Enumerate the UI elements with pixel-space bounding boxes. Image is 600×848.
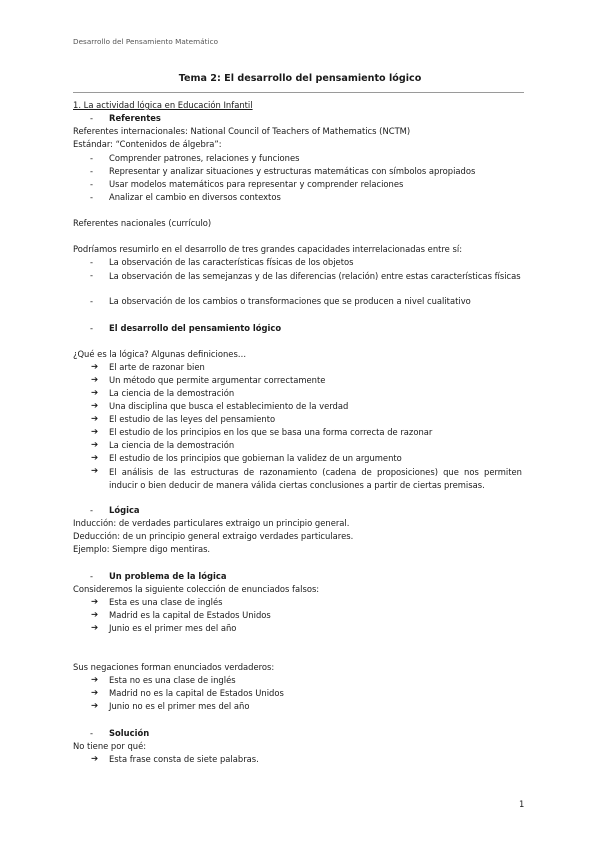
dash-bullet: - bbox=[90, 270, 94, 280]
arrow-bullet-icon: ➔ bbox=[91, 414, 99, 424]
section-heading: 1. La actividad lógica en Educación Infantil bbox=[73, 100, 253, 110]
arrow-bullet-icon: ➔ bbox=[91, 688, 99, 698]
paragraph: Estándar: “Contenidos de álgebra”: bbox=[73, 139, 222, 149]
dash-bullet: - bbox=[90, 179, 94, 189]
paragraph: Consideremos la siguiente colección de enunciados falsos: bbox=[73, 584, 320, 594]
paragraph: Inducción: de verdades particulares extraigo un principio general. bbox=[73, 518, 350, 528]
list-item: Representar y analizar situaciones y estructuras matemáticas con símbolos apropiados bbox=[109, 166, 476, 176]
list-item: El arte de razonar bien bbox=[109, 362, 205, 372]
arrow-bullet-icon: ➔ bbox=[91, 427, 99, 437]
arrow-bullet-icon: ➔ bbox=[91, 701, 99, 711]
arrow-bullet-icon: ➔ bbox=[91, 610, 99, 620]
arrow-bullet-icon: ➔ bbox=[91, 466, 99, 476]
dash-bullet: - bbox=[90, 257, 94, 267]
arrow-bullet-icon: ➔ bbox=[91, 754, 99, 764]
list-item: Junio es el primer mes del año bbox=[109, 623, 237, 633]
list-item: Esta no es una clase de inglés bbox=[109, 675, 236, 685]
arrow-bullet-icon: ➔ bbox=[91, 453, 99, 463]
dash-bullet: - bbox=[90, 192, 94, 202]
list-item: La observación de los cambios o transformaciones que se producen a nivel cualitativo bbox=[109, 296, 471, 306]
list-item: Un método que permite argumentar correctamente bbox=[109, 375, 326, 385]
page-number: 1 bbox=[519, 799, 525, 809]
list-item: El estudio de los principios que gobiernan la validez de un argumento bbox=[109, 453, 402, 463]
arrow-bullet-icon: ➔ bbox=[91, 388, 99, 398]
running-header: Desarrollo del Pensamiento Matemático bbox=[73, 37, 219, 46]
paragraph: Ejemplo: Siempre digo mentiras. bbox=[73, 544, 211, 554]
list-item: La observación de las características físicas de los objetos bbox=[109, 257, 354, 267]
list-item: Usar modelos matemáticos para representar y comprender relaciones bbox=[109, 179, 404, 189]
list-item: Una disciplina que busca el establecimiento de la verdad bbox=[109, 401, 349, 411]
paragraph: Referentes nacionales (currículo) bbox=[73, 218, 212, 228]
list-item: La ciencia de la demostración bbox=[109, 440, 235, 450]
subheading-solucion: Solución bbox=[109, 728, 150, 738]
paragraph: No tiene por qué: bbox=[73, 741, 147, 751]
arrow-bullet-icon: ➔ bbox=[91, 375, 99, 385]
dash-bullet: - bbox=[90, 296, 94, 306]
subheading-logica: Lógica bbox=[109, 505, 140, 515]
arrow-bullet-icon: ➔ bbox=[91, 362, 99, 372]
list-item: El estudio de los principios en los que se basa una forma correcta de razonar bbox=[109, 427, 433, 437]
paragraph: Deducción: de un principio general extraigo verdades particulares. bbox=[73, 531, 354, 541]
list-item: La observación de las semejanzas y de las diferencias (relación) entre estas características físicas bbox=[109, 271, 521, 281]
arrow-bullet-icon: ➔ bbox=[91, 440, 99, 450]
paragraph: Referentes internacionales: National Council of Teachers of Mathematics (NCTM) bbox=[73, 126, 411, 136]
list-item: Esta es una clase de inglés bbox=[109, 597, 223, 607]
list-item: El análisis de las estructuras de razonamiento (cadena de proposiciones) que nos permiten inducir o bien deducir de manera válida ciertas conclusiones a partir de ciertas premisas. bbox=[109, 467, 522, 490]
subheading-desarrollo: El desarrollo del pensamiento lógico bbox=[109, 323, 282, 333]
dash-bullet: - bbox=[90, 323, 94, 333]
list-item: El estudio de las leyes del pensamiento bbox=[109, 414, 276, 424]
subheading-referentes: Referentes bbox=[109, 113, 161, 123]
subheading-problema: Un problema de la lógica bbox=[109, 571, 227, 581]
list-item: Madrid no es la capital de Estados Unidos bbox=[109, 688, 284, 698]
list-item: Madrid es la capital de Estados Unidos bbox=[109, 610, 271, 620]
dash-bullet: - bbox=[90, 505, 94, 515]
dash-bullet: - bbox=[90, 166, 94, 176]
arrow-bullet-icon: ➔ bbox=[91, 675, 99, 685]
page-title: Tema 2: El desarrollo del pensamiento lógico bbox=[178, 73, 422, 84]
arrow-bullet-icon: ➔ bbox=[91, 401, 99, 411]
paragraph: Sus negaciones forman enunciados verdaderos: bbox=[73, 662, 275, 672]
list-item: La ciencia de la demostración bbox=[109, 388, 235, 398]
title-divider bbox=[73, 92, 524, 93]
dash-bullet: - bbox=[90, 113, 94, 123]
list-item: Comprender patrones, relaciones y funciones bbox=[109, 153, 300, 163]
list-item: Analizar el cambio en diversos contextos bbox=[109, 192, 281, 202]
dash-bullet: - bbox=[90, 728, 94, 738]
list-item: Esta frase consta de siete palabras. bbox=[109, 754, 259, 764]
arrow-bullet-icon: ➔ bbox=[91, 597, 99, 607]
paragraph: ¿Qué es la lógica? Algunas definiciones… bbox=[73, 349, 247, 359]
dash-bullet: - bbox=[90, 153, 94, 163]
dash-bullet: - bbox=[90, 571, 94, 581]
paragraph: Podríamos resumirlo en el desarrollo de tres grandes capacidades interrelacionadas entre sí: bbox=[73, 244, 463, 254]
list-item: Junio no es el primer mes del año bbox=[109, 701, 250, 711]
arrow-bullet-icon: ➔ bbox=[91, 623, 99, 633]
